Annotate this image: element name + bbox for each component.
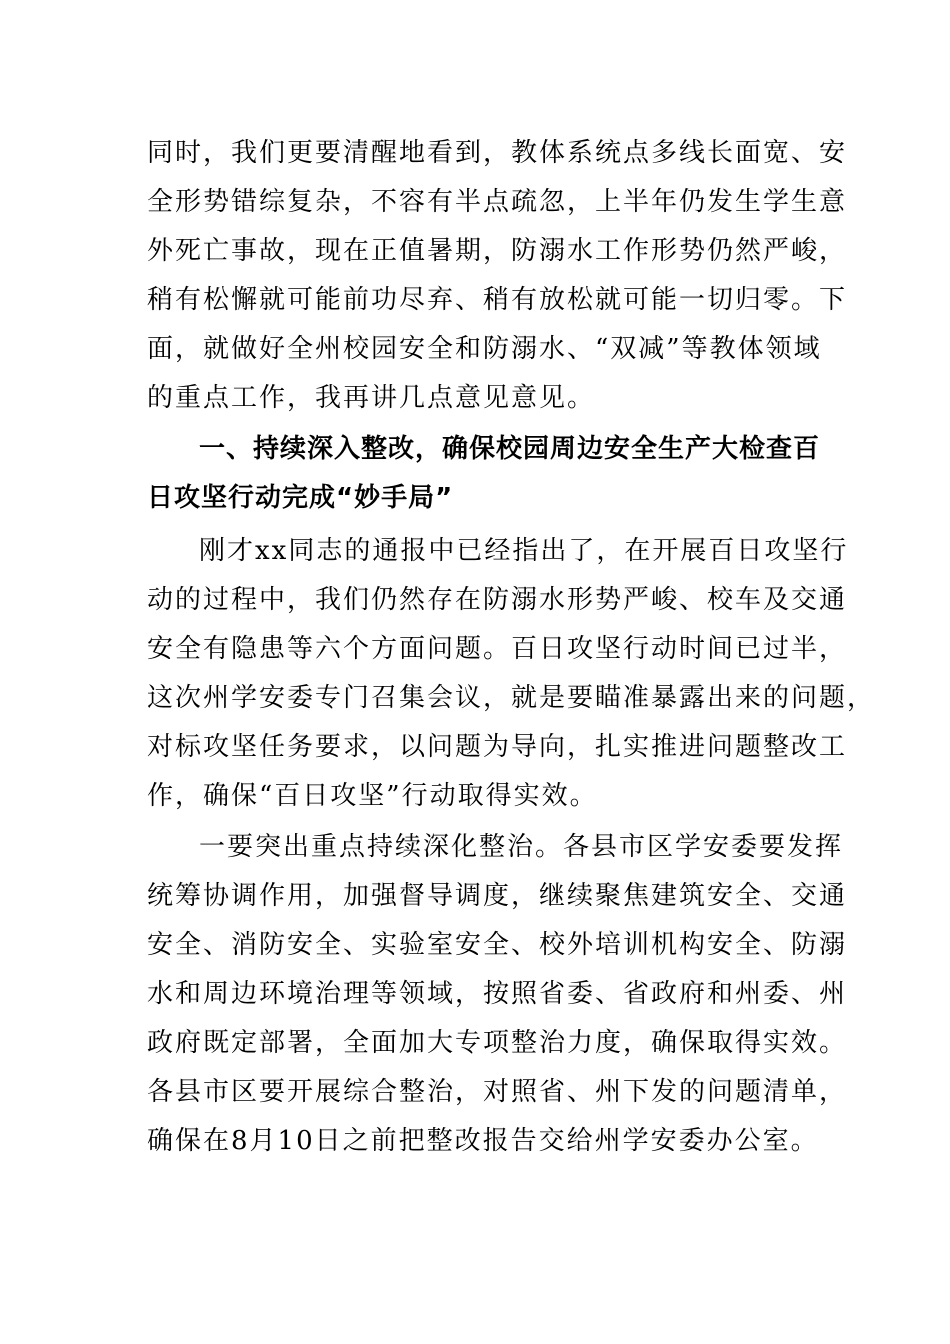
paragraph-line: 政府既定部署，全面加大专项整治力度，确保取得实效。 — [147, 1028, 848, 1058]
paragraph-line: 同时，我们更要清醒地看到，教体系统点多线长面宽、安 — [147, 138, 848, 168]
paragraph-line: 这次州学安委专门召集会议，就是要瞄准暴露出来的问题， — [147, 683, 876, 713]
paragraph-line: 安全、消防安全、实验室安全、校外培训机构安全、防溺 — [147, 930, 848, 960]
paragraph-line: 一要突出重点持续深化整治。各县市区学安委要发挥 — [199, 832, 844, 862]
section-heading-line: 日攻坚行动完成“妙手局” — [147, 483, 454, 513]
paragraph-line: 全形势错综复杂，不容有半点疏忽，上半年仍发生学生意 — [147, 187, 848, 217]
paragraph-line: 水和周边环境治理等领域，按照省委、省政府和州委、州 — [147, 979, 848, 1009]
paragraph-line: 安全有隐患等六个方面问题。百日攻坚行动时间已过半， — [147, 634, 848, 664]
paragraph-line: 对标攻坚任务要求，以问题为导向，扎实推进问题整改工 — [147, 732, 848, 762]
paragraph-line: 各县市区要开展综合整治，对照省、州下发的问题清单， — [147, 1077, 848, 1107]
paragraph-line: 确保在8月10日之前把整改报告交给州学安委办公室。 — [147, 1126, 819, 1156]
section-heading-line: 一、持续深入整改，确保校园周边安全生产大检查百 — [199, 434, 821, 464]
paragraph-line: 稍有松懈就可能前功尽弃、稍有放松就可能一切归零。下 — [147, 285, 848, 315]
paragraph-line: 外死亡事故，现在正值暑期，防溺水工作形势仍然严峻， — [147, 236, 848, 266]
paragraph-line: 统筹协调作用，加强督导调度，继续聚焦建筑安全、交通 — [147, 881, 848, 911]
paragraph-line: 动的过程中，我们仍然存在防溺水形势严峻、校车及交通 — [147, 585, 848, 615]
paragraph-line: 面，就做好全州校园安全和防溺水、“双减”等教体领域 — [147, 334, 822, 364]
paragraph-line: 的重点工作，我再讲几点意见意见。 — [147, 383, 596, 413]
paragraph-line: 刚才xx同志的通报中已经指出了，在开展百日攻坚行 — [199, 536, 849, 566]
paragraph-line: 作，确保“百日攻坚”行动取得实效。 — [147, 781, 598, 811]
